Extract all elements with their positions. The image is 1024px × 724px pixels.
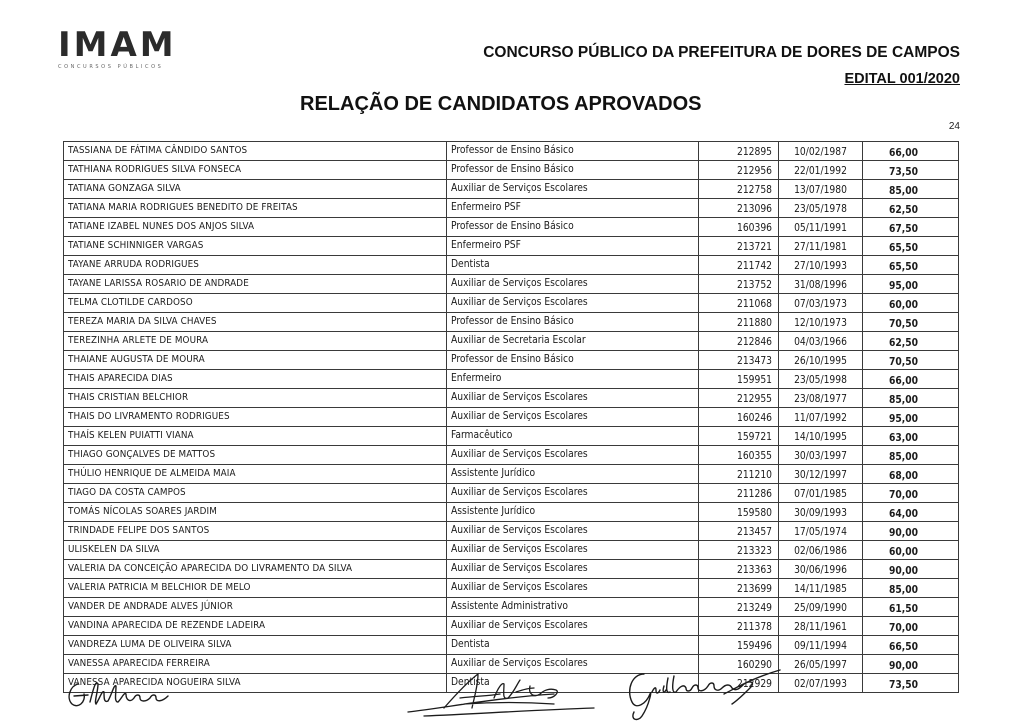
candidate-code: 213363 [699,560,779,579]
table-row [64,180,959,199]
table-row [64,636,959,655]
candidate-name: VALERIA PATRICIA M BELCHIOR DE MELO [64,579,447,598]
candidate-code: 213473 [699,351,779,370]
candidate-birthdate: 05/11/1991 [779,218,863,237]
table-row [64,446,959,465]
candidate-name: VANESSA APARECIDA FERREIRA [64,655,447,674]
candidate-role: Dentista [447,674,699,693]
candidate-role: Auxiliar de Serviços Escolares [447,180,699,199]
candidate-score: 62,50 [863,332,959,351]
candidate-name: TATHIANA RODRIGUES SILVA FONSECA [64,161,447,180]
signature-1-icon [64,676,174,712]
page-title: RELAÇÃO DE CANDIDATOS APROVADOS [300,93,702,115]
candidate-role: Professor de Ensino Básico [447,161,699,180]
candidate-score: 61,50 [863,598,959,617]
candidate-role: Auxiliar de Serviços Escolares [447,541,699,560]
candidate-birthdate: 14/10/1995 [779,427,863,446]
candidate-code: 213323 [699,541,779,560]
candidate-name: VANDER DE ANDRADE ALVES JÚNIOR [64,598,447,617]
candidate-birthdate: 26/10/1995 [779,351,863,370]
candidate-role: Dentista [447,256,699,275]
candidate-score: 85,00 [863,180,959,199]
candidate-role: Farmacêutico [447,427,699,446]
candidate-name: TAYANE ARRUDA RODRIGUES [64,256,447,275]
candidate-role: Auxiliar de Serviços Escolares [447,389,699,408]
table-row [64,237,959,256]
candidate-code: 160396 [699,218,779,237]
candidate-code: 211286 [699,484,779,503]
table-row [64,598,959,617]
candidate-score: 70,50 [863,351,959,370]
candidate-code: 159580 [699,503,779,522]
candidate-birthdate: 02/06/1986 [779,541,863,560]
candidate-birthdate: 11/07/1992 [779,408,863,427]
table-row [64,218,959,237]
candidate-code: 160290 [699,655,779,674]
candidate-score: 90,00 [863,560,959,579]
candidate-code: 211210 [699,465,779,484]
candidate-role: Auxiliar de Serviços Escolares [447,522,699,541]
table-row [64,332,959,351]
table-row [64,275,959,294]
candidate-code: 213096 [699,199,779,218]
candidate-name: TATIANE IZABEL NUNES DOS ANJOS SILVA [64,218,447,237]
table-row [64,427,959,446]
candidate-birthdate: 12/10/1973 [779,313,863,332]
candidate-name: THAIANE AUGUSTA DE MOURA [64,351,447,370]
table-row [64,294,959,313]
candidate-role: Professor de Ensino Básico [447,218,699,237]
page-number: 24 [948,121,960,132]
candidate-code: 211742 [699,256,779,275]
candidate-code: 212895 [699,142,779,161]
candidate-code: 212955 [699,389,779,408]
logo-tagline: CONCURSOS PÚBLICOS [58,64,164,70]
candidate-role: Auxiliar de Serviços Escolares [447,655,699,674]
candidate-score: 64,00 [863,503,959,522]
candidate-name: TAYANE LARISSA ROSARIO DE ANDRADE [64,275,447,294]
candidate-name: TOMÁS NÍCOLAS SOARES JARDIM [64,503,447,522]
candidate-score: 90,00 [863,522,959,541]
candidate-score: 63,00 [863,427,959,446]
candidate-score: 66,00 [863,142,959,161]
table-row [64,199,959,218]
candidate-name: VANDINA APARECIDA DE REZENDE LADEIRA [64,617,447,636]
candidate-birthdate: 09/11/1994 [779,636,863,655]
candidate-birthdate: 14/11/1985 [779,579,863,598]
candidate-code: 211068 [699,294,779,313]
candidate-code: 212846 [699,332,779,351]
candidate-role: Assistente Administrativo [447,598,699,617]
candidate-score: 70,50 [863,313,959,332]
table-row [64,351,959,370]
candidate-code: 159721 [699,427,779,446]
candidate-name: TIAGO DA COSTA CAMPOS [64,484,447,503]
table-row [64,560,959,579]
candidate-birthdate: 17/05/1974 [779,522,863,541]
candidate-score: 65,50 [863,237,959,256]
candidate-score: 85,00 [863,446,959,465]
candidate-score: 95,00 [863,408,959,427]
candidate-role: Auxiliar de Serviços Escolares [447,275,699,294]
candidate-role: Auxiliar de Serviços Escolares [447,617,699,636]
table-row [64,370,959,389]
candidate-name: TEREZINHA ARLETE DE MOURA [64,332,447,351]
candidate-name: THIAGO GONÇALVES DE MATTOS [64,446,447,465]
table-row [64,313,959,332]
candidate-birthdate: 23/08/1977 [779,389,863,408]
candidate-code: 212956 [699,161,779,180]
candidate-score: 60,00 [863,541,959,560]
candidate-name: THAIS DO LIVRAMENTO RODRIGUES [64,408,447,427]
candidate-birthdate: 28/11/1961 [779,617,863,636]
candidate-score: 70,00 [863,484,959,503]
candidate-birthdate: 22/01/1992 [779,161,863,180]
signature-3-icon [620,664,790,724]
table-row [64,408,959,427]
candidate-birthdate: 23/05/1978 [779,199,863,218]
candidate-birthdate: 26/05/1997 [779,655,863,674]
candidate-birthdate: 07/01/1985 [779,484,863,503]
candidates-table [63,141,959,693]
candidate-role: Auxiliar de Serviços Escolares [447,560,699,579]
table-row [64,503,959,522]
candidate-role: Auxiliar de Serviços Escolares [447,294,699,313]
table-row [64,541,959,560]
candidate-code: 160246 [699,408,779,427]
candidate-score: 62,50 [863,199,959,218]
candidate-role: Dentista [447,636,699,655]
candidate-birthdate: 30/06/1996 [779,560,863,579]
candidate-name: THÚLIO HENRIQUE DE ALMEIDA MAIA [64,465,447,484]
candidate-code: 211880 [699,313,779,332]
candidates-table-body [64,142,959,693]
table-row [64,617,959,636]
logo-text: IMAM [58,25,177,65]
contest-title: CONCURSO PÚBLICO DA PREFEITURA DE DORES DE CAMPOS [483,44,960,61]
candidate-score: 85,00 [863,389,959,408]
candidate-code: 159496 [699,636,779,655]
candidate-birthdate: 10/02/1987 [779,142,863,161]
candidate-code: 213721 [699,237,779,256]
candidate-score: 60,00 [863,294,959,313]
candidate-score: 67,50 [863,218,959,237]
candidate-code: 212929 [699,674,779,693]
candidate-name: ULISKELEN DA SILVA [64,541,447,560]
candidate-name: TATIANA MARIA RODRIGUES BENEDITO DE FREITAS [64,199,447,218]
candidate-score: 95,00 [863,275,959,294]
candidate-score: 73,50 [863,161,959,180]
candidate-role: Auxiliar de Serviços Escolares [447,408,699,427]
candidate-role: Enfermeiro [447,370,699,389]
candidate-role: Auxiliar de Serviços Escolares [447,446,699,465]
table-row [64,579,959,598]
candidate-code: 159951 [699,370,779,389]
candidate-score: 66,00 [863,370,959,389]
candidate-birthdate: 27/10/1993 [779,256,863,275]
candidate-code: 212758 [699,180,779,199]
imam-logo [58,25,198,70]
candidate-score: 73,50 [863,674,959,693]
candidate-code: 213752 [699,275,779,294]
candidate-code: 213457 [699,522,779,541]
candidate-score: 70,00 [863,617,959,636]
candidate-birthdate: 07/03/1973 [779,294,863,313]
candidate-birthdate: 30/09/1993 [779,503,863,522]
table-row [64,465,959,484]
candidate-score: 68,00 [863,465,959,484]
edital-number: EDITAL 001/2020 [844,71,960,87]
candidate-code: 213699 [699,579,779,598]
candidate-name: THAÍS KELEN PUIATTI VIANA [64,427,447,446]
candidate-name: THAIS CRISTIAN BELCHIOR [64,389,447,408]
candidate-name: TELMA CLOTILDE CARDOSO [64,294,447,313]
candidate-name: VANESSA APARECIDA NOGUEIRA SILVA [64,674,447,693]
table-row [64,484,959,503]
candidate-role: Enfermeiro PSF [447,237,699,256]
candidate-score: 65,50 [863,256,959,275]
candidate-code: 211378 [699,617,779,636]
candidate-score: 66,50 [863,636,959,655]
table-row [64,161,959,180]
candidate-birthdate: 25/09/1990 [779,598,863,617]
candidate-role: Enfermeiro PSF [447,199,699,218]
table-row [64,256,959,275]
table-row [64,142,959,161]
signature-2-icon [404,668,604,720]
candidate-role: Professor de Ensino Básico [447,142,699,161]
candidate-birthdate: 30/03/1997 [779,446,863,465]
table-row [64,389,959,408]
candidate-name: VALERIA DA CONCEIÇÃO APARECIDA DO LIVRAMENTO DA SILVA [64,560,447,579]
candidate-birthdate: 27/11/1981 [779,237,863,256]
candidate-name: THAIS APARECIDA DIAS [64,370,447,389]
candidate-name: TRINDADE FELIPE DOS SANTOS [64,522,447,541]
candidate-birthdate: 13/07/1980 [779,180,863,199]
candidate-name: VANDREZA LUMA DE OLIVEIRA SILVA [64,636,447,655]
candidate-code: 160355 [699,446,779,465]
candidate-code: 213249 [699,598,779,617]
candidate-role: Assistente Jurídico [447,465,699,484]
candidate-role: Professor de Ensino Básico [447,313,699,332]
candidate-name: TEREZA MARIA DA SILVA CHAVES [64,313,447,332]
table-row [64,522,959,541]
candidate-role: Auxiliar de Serviços Escolares [447,484,699,503]
candidate-role: Auxiliar de Secretaria Escolar [447,332,699,351]
candidate-score: 85,00 [863,579,959,598]
candidate-name: TATIANA GONZAGA SILVA [64,180,447,199]
candidate-birthdate: 04/03/1966 [779,332,863,351]
candidate-role: Auxiliar de Serviços Escolares [447,579,699,598]
candidate-birthdate: 02/07/1993 [779,674,863,693]
candidate-role: Professor de Ensino Básico [447,351,699,370]
candidate-name: TATIANE SCHINNIGER VARGAS [64,237,447,256]
candidate-birthdate: 23/05/1998 [779,370,863,389]
candidate-role: Assistente Jurídico [447,503,699,522]
candidate-name: TASSIANA DE FÁTIMA CÂNDIDO SANTOS [64,142,447,161]
candidate-birthdate: 31/08/1996 [779,275,863,294]
candidate-score: 90,00 [863,655,959,674]
candidate-birthdate: 30/12/1997 [779,465,863,484]
